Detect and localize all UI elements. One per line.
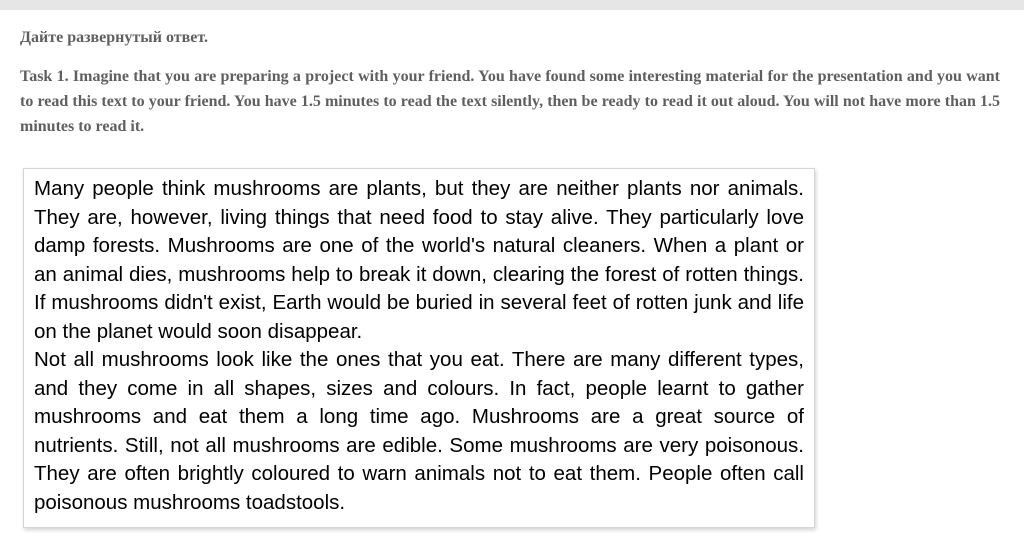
task-description: Task 1. Imagine that you are preparing a project with your friend. You have found some interesting material for the presentation and you want to read this text to your friend. You have 1.5 minutes to read the text silently, then be ready to read it out aloud. You will not have more than 1.5 minutes to read it. xyxy=(20,68,1000,135)
top-strip xyxy=(0,0,1024,10)
reading-text-box xyxy=(23,168,815,528)
instruction-text: Дайте развернутый ответ. xyxy=(20,29,208,46)
reading-paragraph: Many people think mushrooms are plants, but they are neither plants nor animals. They are, however, living things that need food to stay alive. They particularly love damp forests. Mushrooms are one of the world's natural cleaners. When a plant or an animal dies, mushrooms help to break it down, clearing the forest of rotten things. If mushrooms didn't exist, Earth would be buried in several feet of rotten junk and life on the planet would soon disappear. xyxy=(34,177,804,343)
reading-paragraph: Not all mushrooms look like the ones that you eat. There are many different types, and they come in all shapes, sizes and colours. In fact, people learnt to gather mushrooms and eat them a long time ago. Mushrooms are a great source of nutrients. Still, not all mushrooms are edible. Some mushrooms are very poisonous. They are often brightly coloured to warn animals not to eat them. People often call poisonous mushrooms toadstools. xyxy=(34,348,804,514)
task-header xyxy=(20,26,1000,139)
